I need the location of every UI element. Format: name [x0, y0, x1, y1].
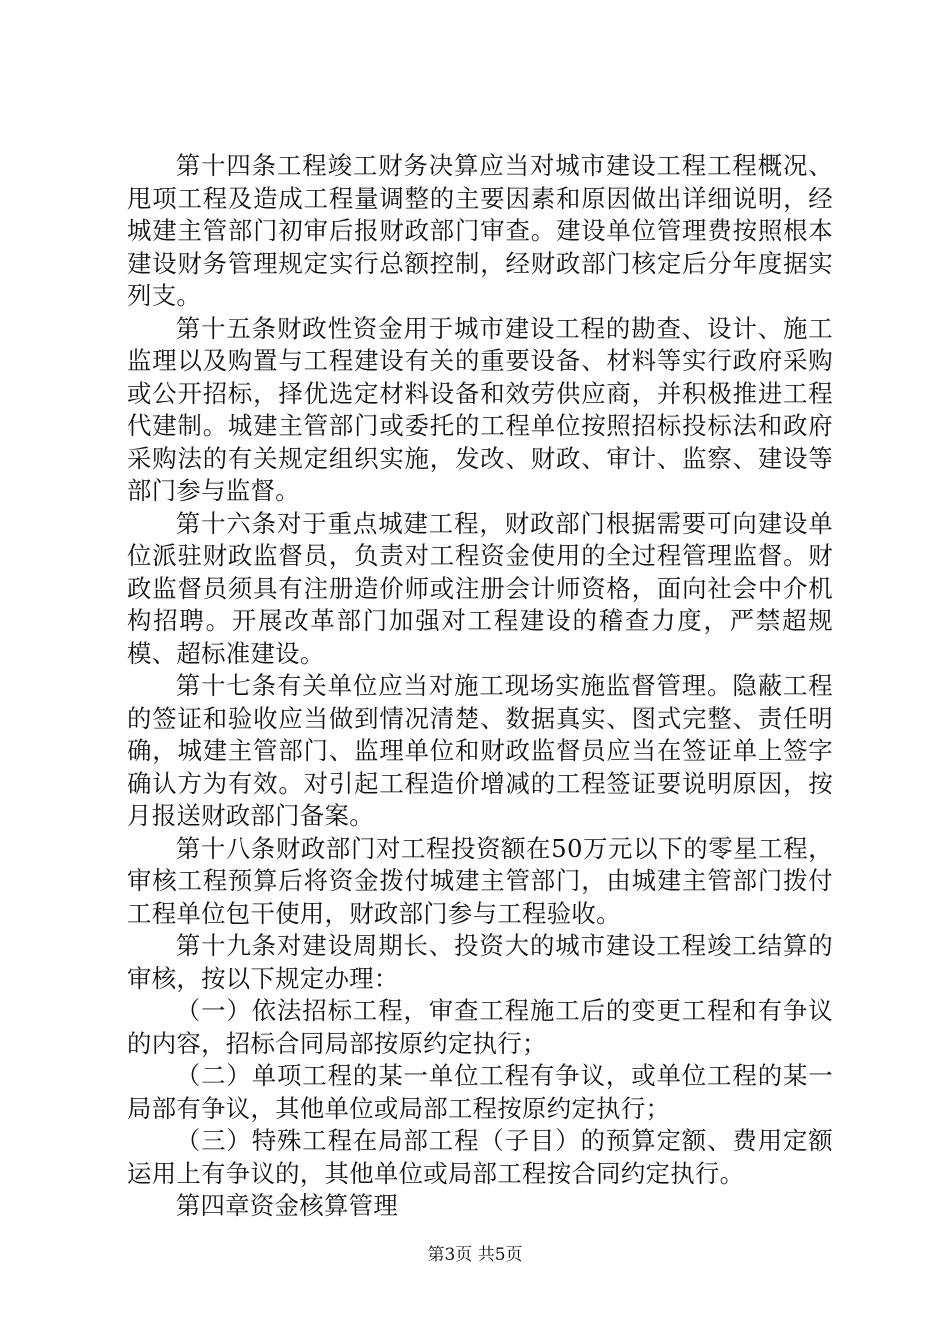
paragraph-item-2: （二）单项工程的某一单位工程有争议，或单位工程的某一局部有争议，其他单位或局部工程按原约定执行； — [127, 1061, 833, 1123]
document-body — [127, 150, 833, 1223]
paragraph-article-14: 第十四条工程竣工财务决算应当对城市建设工程工程概况、甩项工程及造成工程量调整的主要因素和原因做出详细说明，经城建主管部门初审后报财政部门审查。建设单位管理费按照根本建设财务管理规定实行总额控制，经财政部门核定后分年度据实列支。 — [127, 151, 833, 310]
chapter-heading: 第四章资金核算管理 — [175, 1191, 399, 1220]
page-number-footer: 第3页 共5页 — [427, 1245, 523, 1265]
paragraph-article-15: 第十五条财政性资金用于城市建设工程的勘查、设计、施工监理以及购置与工程建设有关的重要设备、材料等实行政府采购或公开招标，择优选定材料设备和效劳供应商，并积极推进工程代建制。城建主管部门或委托的工程单位按照招标投标法和政府采购法的有关规定组织实施，发改、财政、审计、监察、建设等部门参与监督。 — [127, 313, 833, 505]
paragraph-item-3: （三）特殊工程在局部工程（子目）的预算定额、费用定额运用上有争议的，其他单位或局部工程按合同约定执行。 — [127, 1126, 833, 1188]
paragraph-article-18: 第十八条财政部门对工程投资额在50万元以下的零星工程，审核工程预算后将资金拨付城建主管部门，由城建主管部门拨付工程单位包干使用，财政部门参与工程验收。 — [127, 833, 833, 928]
paragraph-article-19: 第十九条对建设周期长、投资大的城市建设工程竣工结算的审核，按以下规定办理： — [127, 931, 833, 993]
paragraph-article-17: 第十七条有关单位应当对施工现场实施监督管理。隐蔽工程的签证和验收应当做到情况清楚、数据真实、图式完整、责任明确，城建主管部门、监理单位和财政监督员应当在签证单上签字确认方为有效。对引起工程造价增减的工程签证要说明原因，按月报送财政部门备案。 — [127, 671, 833, 830]
paragraph-item-1: （一）依法招标工程，审查工程施工后的变更工程和有争议的内容，招标合同局部按原约定执行； — [127, 996, 833, 1058]
paragraph-article-16: 第十六条对于重点城建工程，财政部门根据需要可向建设单位派驻财政监督员，负责对工程资金使用的全过程管理监督。财政监督员须具有注册造价师或注册会计师资格，面向社会中介机构招聘。开展改革部门加强对工程建设的稽查力度，严禁超规模、超标准建设。 — [127, 508, 833, 668]
